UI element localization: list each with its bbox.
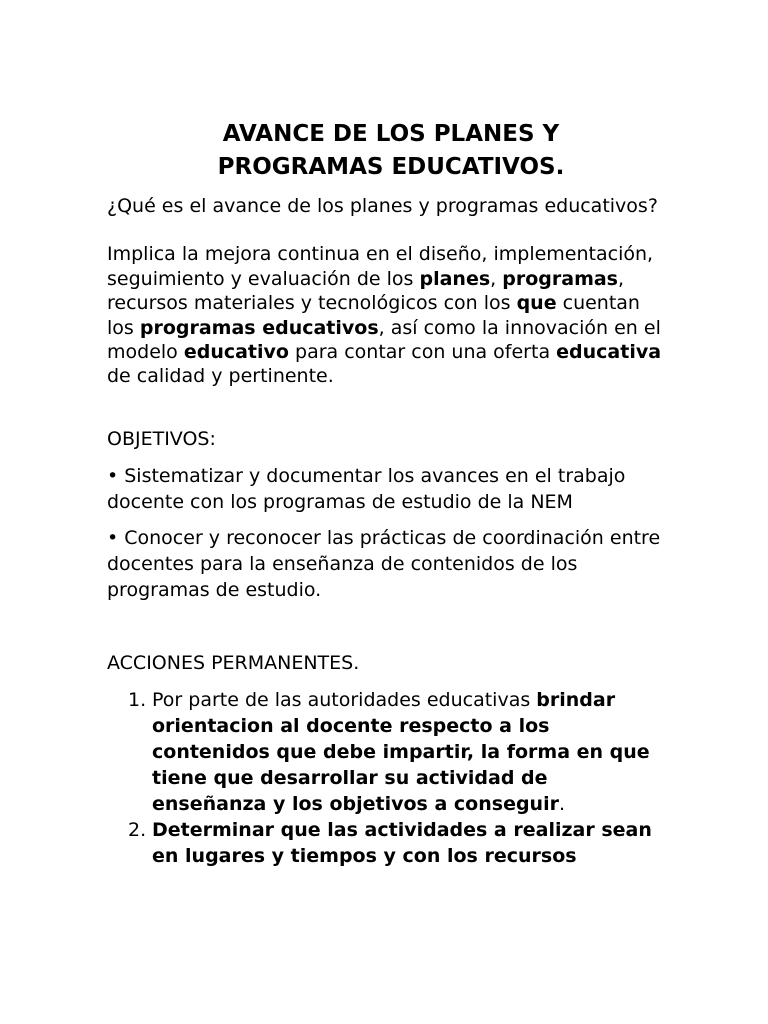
accion-item-2 <box>107 817 667 869</box>
implica-text-1: Implica la mejora continua en el diseño, implementación, seguimiento y evaluación de los <box>107 243 654 290</box>
accion-text-1: Por parte de las autoridades educativas <box>152 688 537 711</box>
document-page <box>107 118 667 869</box>
accion-tail-1: . <box>558 792 566 815</box>
implica-text-3: , recursos materiales y tecnológicos con los <box>107 267 625 315</box>
accion-number-2: 2. <box>128 818 147 841</box>
accion-bold-2: Determinar que las actividades a realizar sean en lugares y tiempos y con los recursos <box>152 818 652 867</box>
implica-text-7: de calidad y pertinente. <box>107 365 334 388</box>
implica-bold-2: programas <box>502 267 618 290</box>
objetivo-item-1: • Sistematizar y documentar los avances en el trabajo docente con los programas de estudio de la NEM <box>107 464 626 513</box>
implica-text-5: , así como la innovación en el modelo <box>107 316 661 364</box>
question-paragraph: ¿Qué es el avance de los planes y programas educativos? <box>107 195 658 217</box>
section-spacer <box>107 613 667 651</box>
title-line-2: PROGRAMAS EDUCATIVOS. <box>217 154 565 180</box>
document-title <box>107 118 667 184</box>
acciones-heading: ACCIONES PERMANENTES. <box>107 651 360 674</box>
implica-paragraph <box>107 242 667 388</box>
implica-text-2: , <box>490 267 503 290</box>
accion-bold-1: brindar orientacion al docente respecto a los contenidos que debe impartir, la forma en que tiene que desarrollar su actividad de enseñanza y los objetivos a conseguir <box>152 688 650 815</box>
implica-bold-6: educativa <box>556 341 662 364</box>
accion-number-1: 1. <box>128 688 147 711</box>
implica-bold-1: planes <box>419 267 491 290</box>
accion-item-1 <box>107 687 667 817</box>
implica-bold-4: programas educativos <box>139 316 379 339</box>
objetivos-heading: OBJETIVOS: <box>107 427 216 450</box>
objetivo-item-2: • Conocer y reconocer las prácticas de coordinación entre docentes para la enseñanza de contenidos de los programas de estudio. <box>107 526 661 601</box>
implica-text-4: cuentan los <box>107 292 640 339</box>
implica-bold-3: que <box>516 292 557 315</box>
implica-text-6: para contar con una oferta <box>288 341 557 364</box>
implica-bold-5: educativo <box>183 341 289 364</box>
title-line-1: AVANCE DE LOS PLANES Y <box>222 121 560 147</box>
acciones-list <box>107 687 667 869</box>
